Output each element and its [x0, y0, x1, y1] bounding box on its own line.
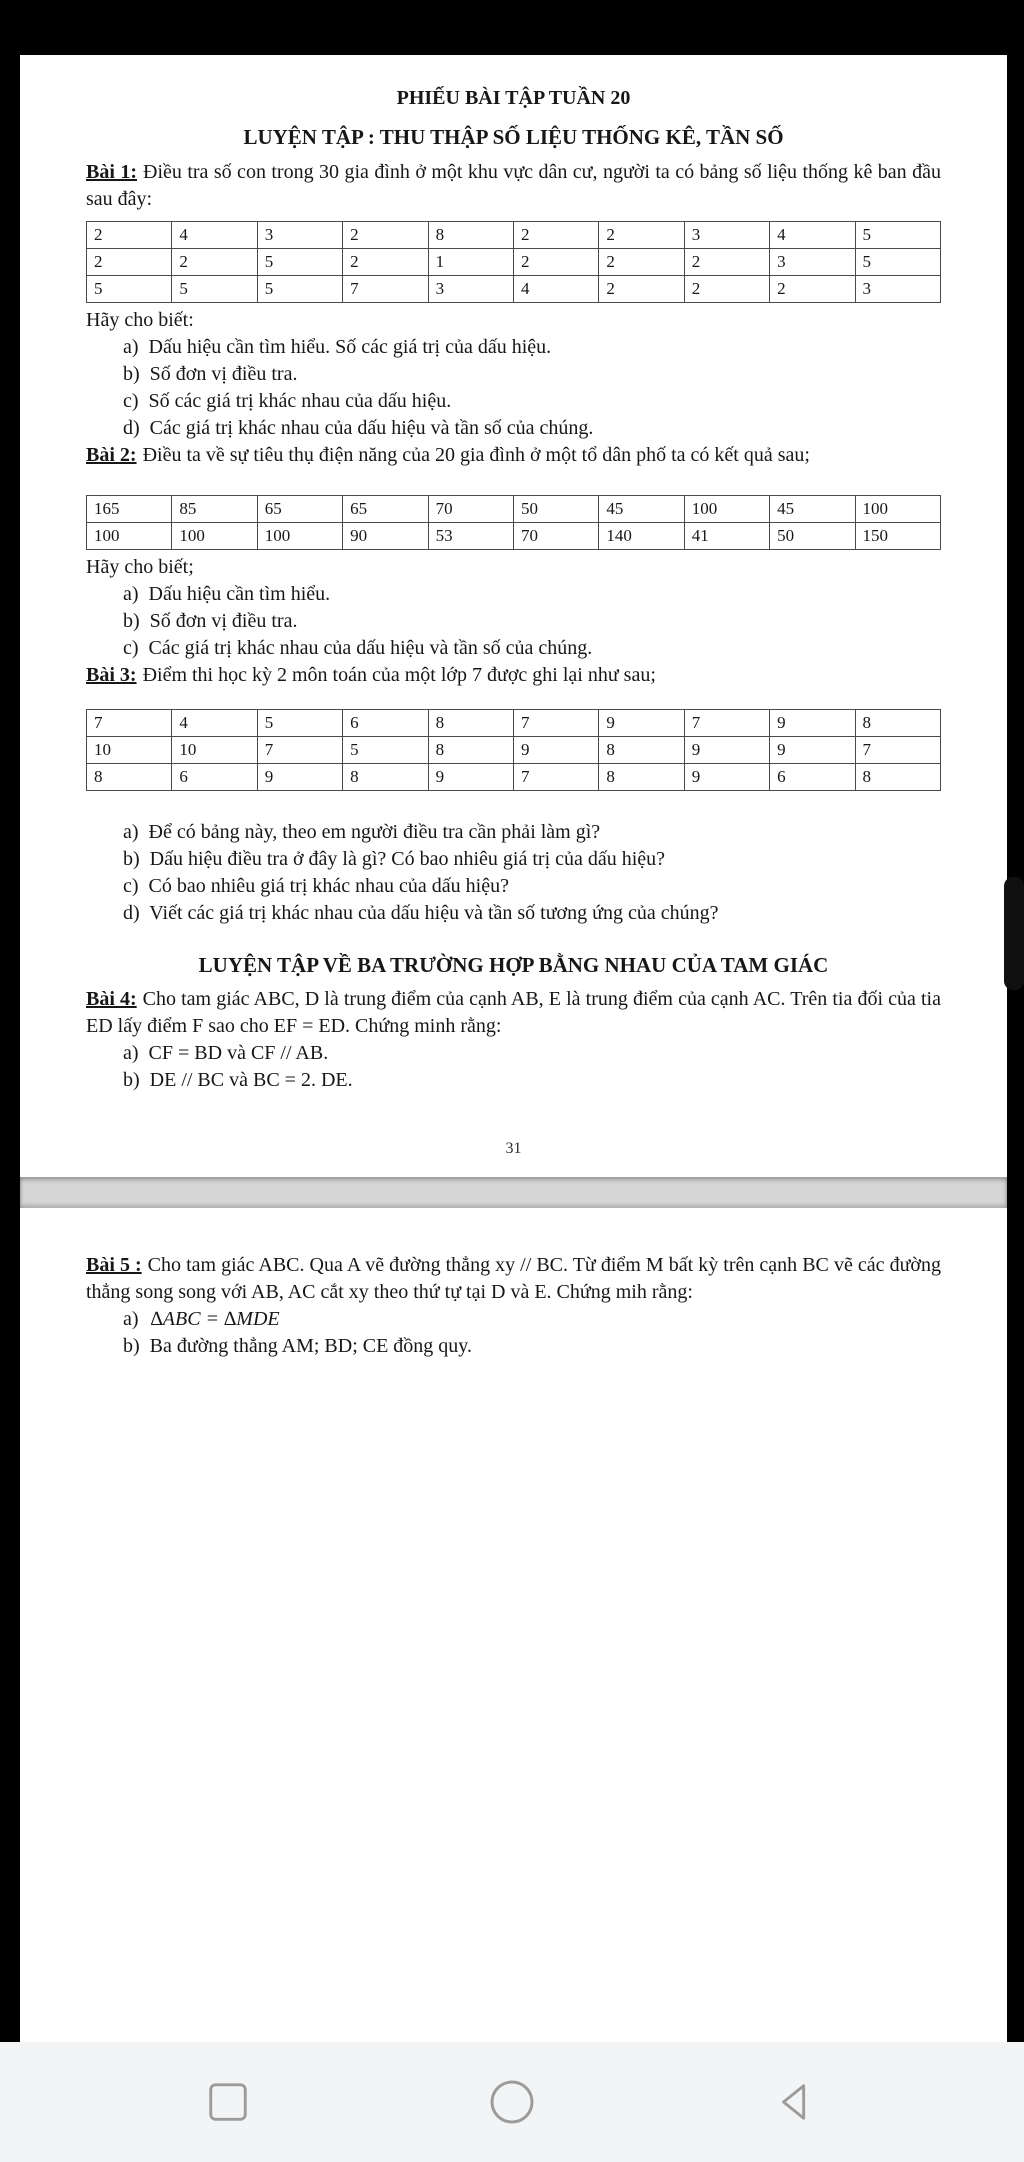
table-cell: 9 [428, 764, 513, 791]
question-item: d) Các giá trị khác nhau của dấu hiệu và tần số của chúng. [123, 417, 594, 439]
table-cell: 10 [172, 737, 257, 764]
table-cell: 6 [770, 764, 855, 791]
problem-2-text: Điều ta về sự tiêu thụ điện năng của 20 gia đình ở một tổ dân phố ta có kết quả sau; [142, 444, 810, 466]
table-cell: 5 [855, 222, 940, 249]
table-cell: 65 [257, 496, 342, 523]
problem-3-text: Điểm thi học kỳ 2 môn toán của một lớp 7 được ghi lại như sau; [142, 664, 656, 686]
table-cell: 2 [684, 276, 769, 303]
status-bar [0, 0, 1024, 55]
table-row [87, 249, 941, 276]
table-cell: 9 [257, 764, 342, 791]
table-cell: 8 [855, 764, 940, 791]
table-row [87, 276, 941, 303]
table-cell: 3 [770, 249, 855, 276]
table-cell: 5 [172, 276, 257, 303]
document-page-2 [20, 1208, 1007, 2162]
problem-3-table [86, 709, 941, 791]
problem-5-questions [86, 1306, 941, 1360]
table-cell: 100 [172, 523, 257, 550]
table-cell: 2 [87, 222, 172, 249]
table-cell: 70 [513, 523, 598, 550]
home-button[interactable] [487, 2077, 537, 2127]
problem-1-label: Bài 1: [86, 161, 137, 183]
table-cell: 150 [855, 523, 940, 550]
table-cell: 5 [87, 276, 172, 303]
table-cell: 10 [87, 737, 172, 764]
table-cell: 100 [87, 523, 172, 550]
table-cell: 7 [343, 276, 428, 303]
table-cell: 2 [172, 249, 257, 276]
problem-5-intro [86, 1252, 941, 1306]
table-cell: 4 [172, 222, 257, 249]
table-cell: 45 [599, 496, 684, 523]
problem-4-intro [86, 986, 941, 1040]
table-row [87, 496, 941, 523]
table-row [87, 710, 941, 737]
problem-2-label: Bài 2: [86, 444, 137, 466]
table-cell: 9 [684, 764, 769, 791]
table-cell: 8 [428, 737, 513, 764]
table-cell: 9 [770, 710, 855, 737]
math-expression: ∆ABC = ∆MDE [150, 1308, 280, 1330]
table-cell: 100 [855, 496, 940, 523]
table-cell: 2 [513, 222, 598, 249]
table-cell: 5 [257, 710, 342, 737]
table-cell: 1 [428, 249, 513, 276]
table-cell: 8 [599, 764, 684, 791]
table-cell: 85 [172, 496, 257, 523]
table-cell: 2 [343, 222, 428, 249]
table-cell: 8 [855, 710, 940, 737]
recents-button[interactable] [203, 2077, 253, 2127]
table-cell: 3 [684, 222, 769, 249]
table-cell: 9 [684, 737, 769, 764]
table-cell: 3 [257, 222, 342, 249]
problem-1-questions [86, 334, 941, 442]
table-cell: 2 [599, 222, 684, 249]
page-number: 31 [505, 1140, 522, 1157]
table-cell: 7 [513, 764, 598, 791]
problem-1-text: Điều tra số con trong 30 gia đình ở một khu vực dân cư, người ta có bảng số liệu thống kê ban đầu sau đây: [86, 161, 941, 210]
table-cell: 8 [343, 764, 428, 791]
question-item: c) Các giá trị khác nhau của dấu hiệu và tần số của chúng. [123, 637, 593, 659]
table-cell: 2 [87, 249, 172, 276]
problem-1-prompt: Hãy cho biết: [86, 309, 194, 331]
table-cell: 5 [343, 737, 428, 764]
question-item [123, 1306, 941, 1333]
table-cell: 8 [599, 737, 684, 764]
question-item: a) CF = BD và CF // AB. [123, 1042, 329, 1064]
problem-5-text: Cho tam giác ABC. Qua A vẽ đường thẳng xy // BC. Từ điểm M bất kỳ trên cạnh BC vẽ các đường thẳng song song với AB, AC cắt xy theo thứ tự tại D và E. Chứng mih rằng: [86, 1254, 941, 1303]
table-cell: 5 [257, 249, 342, 276]
table-cell: 6 [172, 764, 257, 791]
table-row [87, 222, 941, 249]
table-cell: 7 [257, 737, 342, 764]
table-cell: 140 [599, 523, 684, 550]
table-cell: 7 [513, 710, 598, 737]
problem-4-questions [86, 1040, 941, 1094]
table-cell: 5 [855, 249, 940, 276]
table-row [87, 523, 941, 550]
table-cell: 4 [172, 710, 257, 737]
problem-2-questions [86, 581, 941, 662]
table-cell: 50 [513, 496, 598, 523]
problem-2-table [86, 495, 941, 550]
table-row [87, 737, 941, 764]
page-separator [20, 1177, 1007, 1208]
problem-2-prompt: Hãy cho biết; [86, 556, 194, 578]
table-cell: 53 [428, 523, 513, 550]
table-cell: 100 [684, 496, 769, 523]
table-cell: 8 [87, 764, 172, 791]
triangle-left-outline-icon [773, 2079, 819, 2125]
table-cell: 9 [599, 710, 684, 737]
table-cell: 2 [684, 249, 769, 276]
problem-1-intro [86, 159, 941, 213]
table-cell: 90 [343, 523, 428, 550]
problem-1-table [86, 221, 941, 303]
table-cell: 9 [513, 737, 598, 764]
question-prefix: a) [123, 1308, 139, 1330]
question-item: a) Dấu hiệu cần tìm hiểu. [123, 583, 331, 605]
table-cell: 45 [770, 496, 855, 523]
problem-3-label: Bài 3: [86, 664, 137, 686]
question-item: d) Viết các giá trị khác nhau của dấu hiệu và tần số tương ứng của chúng? [123, 902, 719, 924]
table-cell: 8 [428, 222, 513, 249]
table-cell: 8 [428, 710, 513, 737]
table-cell: 3 [855, 276, 940, 303]
table-cell: 4 [770, 222, 855, 249]
table-cell: 65 [343, 496, 428, 523]
table-cell: 165 [87, 496, 172, 523]
table-cell: 5 [257, 276, 342, 303]
problem-4-label: Bài 4: [86, 988, 137, 1010]
problem-4-text: Cho tam giác ABC, D là trung điểm của cạnh AB, E là trung điểm của cạnh AC. Trên tia đối của tia ED lấy điểm F sao cho EF = ED. Chứng minh rằng: [86, 988, 941, 1037]
question-item: b) DE // BC và BC = 2. DE. [123, 1069, 353, 1091]
scrollbar-thumb[interactable] [1004, 877, 1024, 990]
question-item: b) Dấu hiệu điều tra ở đây là gì? Có bao nhiêu giá trị của dấu hiệu? [123, 848, 666, 870]
document-page-1 [20, 55, 1007, 1177]
page-title: PHIẾU BÀI TẬP TUẦN 20 [396, 87, 631, 109]
problem-3-questions [86, 819, 941, 927]
table-cell: 3 [428, 276, 513, 303]
table-cell: 2 [513, 249, 598, 276]
question-item: a) Để có bảng này, theo em người điều tra cần phải làm gì? [123, 821, 601, 843]
table-cell: 7 [87, 710, 172, 737]
table-cell: 7 [684, 710, 769, 737]
table-row [87, 764, 941, 791]
question-item: b) Số đơn vị điều tra. [123, 610, 298, 632]
question-item: a) Dấu hiệu cần tìm hiểu. Số các giá trị của dấu hiệu. [123, 336, 552, 358]
section-heading-statistics: LUYỆN TẬP : THU THẬP SỐ LIỆU THỐNG KÊ, TẦN SỐ [243, 125, 784, 149]
table-cell: 41 [684, 523, 769, 550]
table-cell: 70 [428, 496, 513, 523]
circle-outline-icon [488, 2078, 536, 2126]
table-cell: 100 [257, 523, 342, 550]
question-item: b) Số đơn vị điều tra. [123, 363, 298, 385]
table-cell: 7 [855, 737, 940, 764]
table-cell: 50 [770, 523, 855, 550]
back-button[interactable] [771, 2077, 821, 2127]
problem-2-intro [86, 442, 941, 469]
question-item: b) Ba đường thẳng AM; BD; CE đồng quy. [123, 1335, 473, 1357]
table-cell: 2 [599, 249, 684, 276]
table-cell: 2 [599, 276, 684, 303]
table-cell: 9 [770, 737, 855, 764]
table-cell: 2 [770, 276, 855, 303]
table-cell: 2 [343, 249, 428, 276]
table-cell: 4 [513, 276, 598, 303]
question-item: c) Có bao nhiêu giá trị khác nhau của dấu hiệu? [123, 875, 509, 897]
square-outline-icon [205, 2079, 251, 2125]
section-heading-triangles: LUYỆN TẬP VỀ BA TRƯỜNG HỢP BẰNG NHAU CỦA TAM GIÁC [198, 953, 829, 977]
table-cell: 6 [343, 710, 428, 737]
problem-3-intro [86, 662, 941, 689]
android-nav-bar [0, 2042, 1024, 2162]
problem-5-label: Bài 5 : [86, 1254, 142, 1276]
question-item: c) Số các giá trị khác nhau của dấu hiệu. [123, 390, 452, 412]
